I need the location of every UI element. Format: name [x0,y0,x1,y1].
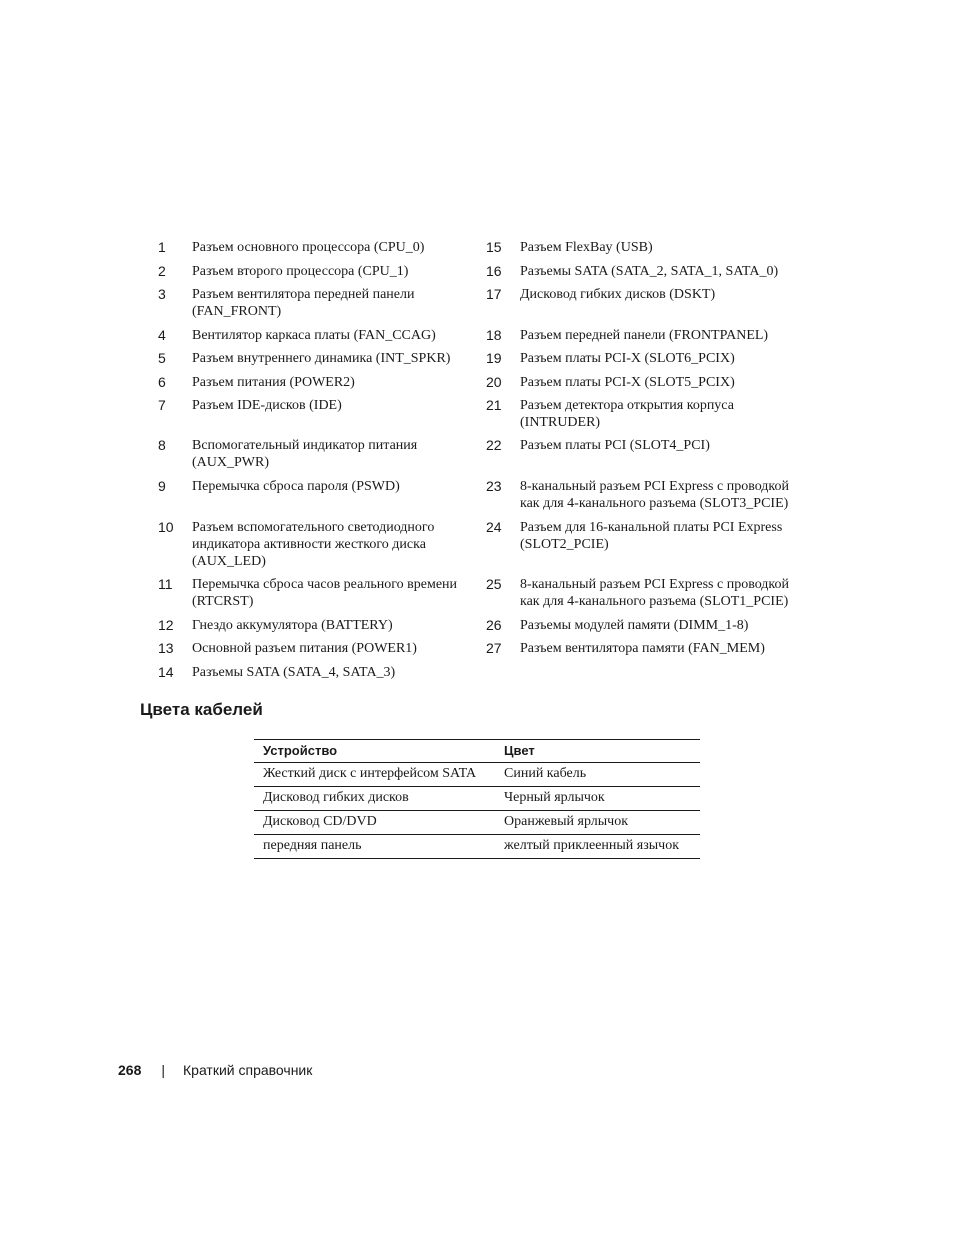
legend-item [486,638,814,662]
color-cell: Черный ярлычок [495,787,700,811]
legend-text: Разъем передней панели (FRONTPANEL) [520,328,769,343]
legend-number: 23 [486,478,502,494]
legend-text: Разъемы SATA (SATA_4, SATA_3) [192,665,396,680]
legend-item [486,395,814,435]
legend-number: 15 [486,239,502,255]
legend-text: Разъем IDE-дисков (IDE) [192,398,342,413]
table-row [254,811,700,835]
legend-item [486,325,814,348]
legend-item [158,395,486,435]
legend-text: Разъем вентилятора передней панели (FAN_FRONT) [192,287,415,319]
color-cell: Синий кабель [495,763,700,787]
legend-text: Гнездо аккумулятора (BATTERY) [192,618,393,633]
legend-row [0,638,954,662]
legend-text: Вспомогательный индикатор питания (AUX_PWR) [192,438,418,470]
legend-row [0,284,954,325]
footer-title: Краткий справочник [183,1062,313,1078]
legend-item [158,662,486,686]
legend-item [486,261,814,284]
legend-text: Разъем FlexBay (USB) [520,240,653,255]
legend-text: Разъем платы PCI-X (SLOT6_PCIX) [520,351,735,366]
header-device: Устройство [254,740,495,763]
table-row [254,787,700,811]
legend-number: 21 [486,397,502,413]
legend-item [486,435,814,476]
legend-item [486,284,814,325]
legend-item [158,615,486,638]
legend-item [158,638,486,662]
legend-number: 18 [486,327,502,343]
legend-number: 16 [486,263,502,279]
legend-row [0,348,954,372]
legend-text: Разъем вспомогательного светодиодного индикатора активности жесткого диска (AUX_LED) [192,520,435,569]
page-number: 268 [118,1062,142,1078]
legend-item [158,325,486,348]
legend-text: Дисковод гибких дисков (DSKT) [520,287,716,302]
legend-item [486,615,814,638]
legend-number: 6 [158,374,166,390]
color-cell: Оранжевый ярлычок [495,811,700,835]
legend-text: Перемычка сброса пароля (PSWD) [192,479,400,494]
footer-separator: | [161,1062,165,1078]
legend-row [0,615,954,638]
legend-number: 17 [486,286,502,302]
legend-item [486,476,814,517]
legend-row [0,574,954,615]
legend-text: Разъем вентилятора памяти (FAN_MEM) [520,641,765,656]
legend-text: 8-канальный разъем PCI Express с проводкой как для 4-канального разъема (SLOT3_PCIE) [520,479,790,511]
legend-item [486,517,814,574]
legend-item [158,517,486,574]
connector-legend [0,237,954,686]
legend-text: Разъемы SATA (SATA_2, SATA_1, SATA_0) [520,264,779,279]
legend-item [158,284,486,325]
legend-item [486,372,814,395]
device-cell: Дисковод CD/DVD [254,811,495,835]
legend-number: 27 [486,640,502,656]
cable-colors-table [254,739,700,859]
legend-row [0,476,954,517]
legend-number: 12 [158,617,174,633]
legend-item [158,476,486,517]
color-cell: желтый приклеенный язычок [495,835,700,859]
legend-row [0,662,954,686]
legend-number: 10 [158,519,174,535]
legend-text: Разъем питания (POWER2) [192,375,355,390]
legend-item [158,372,486,395]
legend-text: Разъем второго процессора (CPU_1) [192,264,409,279]
legend-row [0,237,954,261]
legend-number: 20 [486,374,502,390]
legend-row [0,325,954,348]
legend-row [0,372,954,395]
legend-number: 26 [486,617,502,633]
legend-text: Разъем для 16-канальной платы PCI Express (SLOT2_PCIE) [520,520,783,552]
legend-number: 1 [158,239,166,255]
legend-text: Разъем основного процессора (CPU_0) [192,240,425,255]
legend-item [486,237,814,261]
legend-text: 8-канальный разъем PCI Express с проводкой как для 4-канального разъема (SLOT1_PCIE) [520,577,790,609]
legend-text: Разъем платы PCI (SLOT4_PCI) [520,438,710,453]
legend-number: 8 [158,437,166,453]
legend-text: Основной разъем питания (POWER1) [192,641,417,656]
legend-item [486,574,814,615]
table-row [254,763,700,787]
legend-text: Вентилятор каркаса платы (FAN_CCAG) [192,328,436,343]
legend-text: Разъемы модулей памяти (DIMM_1-8) [520,618,749,633]
device-cell: Дисковод гибких дисков [254,787,495,811]
legend-number: 13 [158,640,174,656]
table-row [254,835,700,859]
legend-item [486,662,814,686]
device-cell: передняя панель [254,835,495,859]
device-cell: Жесткий диск с интерфейсом SATA [254,763,495,787]
legend-row [0,517,954,574]
header-color: Цвет [495,740,700,763]
table-header-row [254,740,700,763]
legend-number: 9 [158,478,166,494]
legend-number: 22 [486,437,502,453]
legend-row [0,261,954,284]
legend-number: 24 [486,519,502,535]
legend-item [158,237,486,261]
legend-number: 19 [486,350,502,366]
legend-number: 4 [158,327,166,343]
legend-number: 2 [158,263,166,279]
legend-row [0,395,954,435]
legend-text: Разъем платы PCI-X (SLOT5_PCIX) [520,375,735,390]
legend-text: Перемычка сброса часов реального времени (RTCRST) [192,577,458,609]
legend-number: 7 [158,397,166,413]
legend-number: 3 [158,286,166,302]
page-footer [118,1062,312,1078]
legend-number: 25 [486,576,502,592]
legend-text: Разъем внутреннего динамика (INT_SPKR) [192,351,451,366]
legend-item [158,435,486,476]
section-title: Цвета кабелей [140,700,263,719]
legend-row [0,435,954,476]
legend-number: 14 [158,664,174,680]
legend-number: 11 [158,576,173,592]
legend-item [158,574,486,615]
legend-item [158,348,486,372]
legend-item [486,348,814,372]
legend-number: 5 [158,350,166,366]
legend-text: Разъем детектора открытия корпуса (INTRUDER) [520,398,734,430]
legend-item [158,261,486,284]
